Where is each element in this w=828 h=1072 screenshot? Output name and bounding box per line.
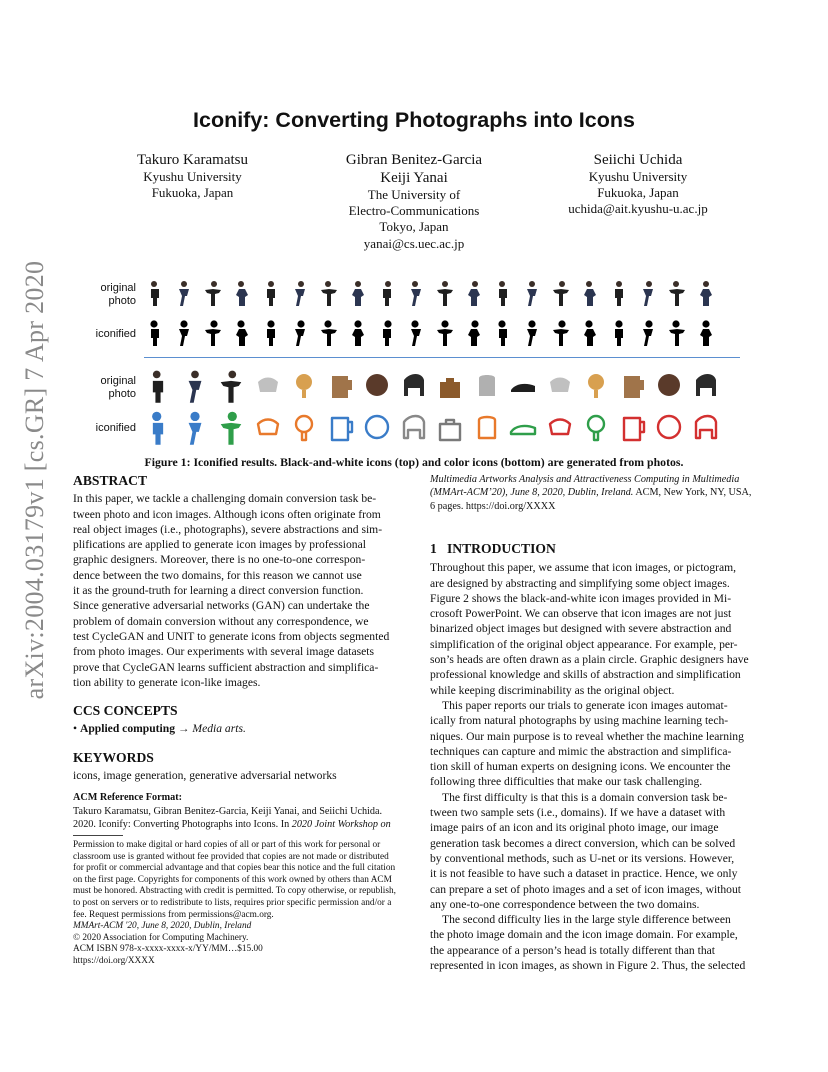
color-photo-thumbnail [505,366,542,406]
copyright-line: © 2020 Association for Computing Machinery. [73,932,249,943]
bw-photo-thumbnail [459,278,488,308]
figure-caption: Figure 1: Iconified results. Black-and-white icons (top) and color icons (bottom) are generated from photos. [144,455,684,469]
author-affiliation: The University of [367,187,461,202]
text-line: crosoft PowerPoint. We can observe that icon images are not just [430,607,732,621]
permission-text [73,840,403,921]
acm-reference [73,791,401,831]
text-line: ically from natural photographs by using machine learning tech- [430,714,729,728]
author-email[interactable]: yanai@cs.uec.ac.jp [363,235,465,251]
section-title: INTRODUCTION [447,541,556,556]
bw-photo-thumbnail [604,278,633,308]
bw-icon-thumbnail [546,318,575,348]
bw-icon-thumbnail [314,318,343,348]
color-icon-thumbnail [651,408,688,448]
arrow-icon: → [177,722,190,736]
bw-photo-thumbnail [488,278,517,308]
bw-photo-thumbnail [633,278,662,308]
bw-icon-thumbnail [488,318,517,348]
bw-icon-thumbnail [575,318,604,348]
color-photo-thumbnail [213,366,250,406]
bw-icon-thumbnail [430,318,459,348]
author-email[interactable]: uchida@ait.kyushu-u.ac.jp [568,201,708,217]
text-line: the photo image domain and the icon image domain. For example, [430,928,738,942]
intro-paragraph-4 [430,912,756,973]
text-line: Since generative adversarial networks (GAN) can undertake the [73,599,370,613]
text-line: the appearance of a person’s head is totally different than that [430,943,716,957]
row-label-original-photo-color: original photo [100,375,136,400]
author-block-1 [110,151,275,201]
bw-icon-thumbnail [372,318,401,348]
author-affiliation: Electro-Communications [348,203,480,219]
ccs-term: Applied computing [79,722,175,736]
bw-photo-thumbnail [401,278,430,308]
acm-ref-line: 6 pages. https://doi.org/XXXX [430,500,556,512]
color-photo-thumbnail [359,366,396,406]
arxiv-stamp-text: arXiv:2004.03179v1 [cs.GR] 7 Apr 2020 [20,260,49,700]
bw-icon-thumbnail [256,318,285,348]
text-line: classroom use is granted without fee provided that copies are not made or distributed [73,851,389,862]
left-column [73,473,401,832]
color-icon-thumbnail [688,408,725,448]
color-photo-thumbnail [250,366,287,406]
arxiv-stamp [10,260,60,700]
acm-ref-heading: ACM Reference Format: [73,792,182,804]
intro-paragraph-2 [430,698,756,790]
color-icon-thumbnail [286,408,323,448]
author-name: Takuro Karamatsu [137,152,248,168]
row-label-iconified-bw: iconified [95,328,136,340]
keywords-heading: KEYWORDS [73,749,154,765]
color-icon-row [140,408,724,448]
text-line: niques. Our main purpose is to reveal whether the machine learning [430,729,744,743]
text-line: must be honored. Abstracting with credit is permitted. To copy otherwise, or republish, [73,886,396,897]
color-icon-thumbnail [469,408,506,448]
author-name: Keiji Yanai [380,170,448,186]
text-line: The second difficulty lies in the large style difference between [442,913,731,927]
intro-paragraph-3 [430,790,756,912]
color-photo-thumbnail [469,366,506,406]
text-line: by conventional methods, such as U-net or its versions. However, [430,851,735,865]
color-photo-thumbnail [615,366,652,406]
color-photo-row [140,366,724,406]
text-line: This paper reports our trials to generate icon images automat- [442,698,728,712]
text-line: tween photo and icon images. Although icons often originate from [73,507,381,521]
text-line: image pairs of an icon and its original photo image, our image [430,821,719,835]
color-icon-thumbnail [578,408,615,448]
text-line: for profit or commercial advantage and that copies bear this notice and the full citation [73,863,396,874]
color-icon-thumbnail [542,408,579,448]
text-line: dence between the two domains, for this reason we cannot use [73,568,362,582]
color-icon-thumbnail [615,408,652,448]
ccs-item [73,721,401,736]
ccs-subterm: Media arts. [192,722,246,736]
bw-photo-thumbnail [140,278,169,308]
color-photo-thumbnail [140,366,177,406]
color-photo-thumbnail [432,366,469,406]
bw-icon-thumbnail [604,318,633,348]
color-photo-thumbnail [542,366,579,406]
color-icon-thumbnail [140,408,177,448]
bw-photo-thumbnail [169,278,198,308]
bw-icon-thumbnail [169,318,198,348]
bw-photo-row [140,278,720,308]
figure-1 [84,270,740,442]
bw-icon-thumbnail [198,318,227,348]
text-line: plifications are applied to generate icon images by professional [73,538,366,552]
bw-icon-thumbnail [401,318,430,348]
text-line: generation task becomes a direct conversion, which can be solved [430,836,736,850]
bw-icon-thumbnail [662,318,691,348]
color-icon-thumbnail [213,408,250,448]
acm-ref-continued [430,473,756,513]
bw-photo-thumbnail [256,278,285,308]
color-photo-thumbnail [286,366,323,406]
acm-ref-line: Multimedia Artworks Analysis and Attractiveness Computing in Multimedia [430,474,740,485]
author-affiliation: Kyushu University [588,169,688,184]
right-column [430,541,756,973]
text-line: The first difficulty is that this is a domain conversion task be- [442,790,728,804]
row-label-iconified-color: iconified [95,422,136,434]
color-photo-thumbnail [323,366,360,406]
color-photo-thumbnail [578,366,615,406]
color-icon-thumbnail [177,408,214,448]
acm-ref-line: Takuro Karamatsu, Gibran Benitez-Garcia, Keiji Yanai, and Seiichi Uchida. [73,805,383,817]
color-photo-thumbnail [396,366,433,406]
doi-link[interactable]: https://doi.org/XXXX [73,955,155,966]
color-icon-thumbnail [250,408,287,448]
bw-icon-thumbnail [285,318,314,348]
text-line: from photo images. Our experiments with several image datasets [73,645,375,659]
bw-photo-thumbnail [372,278,401,308]
bw-photo-thumbnail [198,278,227,308]
bw-photo-thumbnail [662,278,691,308]
text-line: techniques can capture and mimic the abstraction and simplifica- [430,744,732,758]
color-icon-thumbnail [323,408,360,448]
text-line: to post on servers or to redistribute to lists, requires prior specific permission and/or a [73,897,392,908]
color-icon-thumbnail [359,408,396,448]
permission-block [73,840,403,968]
figure-divider [144,357,740,358]
text-line: professional knowledge and skills of abstraction and simplification [430,668,741,682]
bw-icon-thumbnail [140,318,169,348]
color-photo-thumbnail [651,366,688,406]
bw-icon-thumbnail [691,318,720,348]
author-location: Fukuoka, Japan [597,185,679,201]
acm-ref-line: 2020. Iconify: Converting Photographs into Icons. In 2020 Joint Workshop on [73,819,391,831]
color-photo-thumbnail [688,366,725,406]
bw-photo-thumbnail [227,278,256,308]
text-line: simplification of the original object appearance. For example, per- [430,637,738,651]
text-line: Throughout this paper, we assume that icon images, or pictogram, [430,561,737,575]
bw-icon-thumbnail [633,318,662,348]
text-line: represented in icon images, as shown in Figure 2. Thus, the selected [430,959,746,973]
text-line: binarized object images but designed with severe abstraction and [430,622,732,636]
text-line: it as the ground-truth for learning a direct conversion function. [73,584,364,598]
section-number: 1 [430,541,437,556]
bw-icon-thumbnail [517,318,546,348]
acm-ref-line: (MMArt-ACM’20), June 8, 2020, Dublin, Ireland. ACM, New York, NY, USA, [430,487,752,499]
paper-title: Iconify: Converting Photographs into Icons [193,108,635,132]
bw-icon-thumbnail [343,318,372,348]
ccs-heading: CCS CONCEPTS [73,703,178,719]
intro-heading [430,541,756,556]
text-line: can prepare a set of photo images and a set of icon images, without [430,882,741,896]
color-photo-thumbnail [177,366,214,406]
bw-photo-thumbnail [517,278,546,308]
author-affiliation: Kyushu University [143,169,242,184]
text-line: Permission to make digital or hard copies of all or part of this work for personal or [73,840,381,850]
text-line: tion skill of human experts on designing icons. We encounter the [430,760,731,774]
text-line: tion ability to generate icon-like images. [73,675,261,689]
abstract-body [73,491,401,690]
bw-photo-thumbnail [575,278,604,308]
bw-photo-thumbnail [430,278,459,308]
text-line: while keeping discriminability as the original object. [430,683,675,697]
color-icon-thumbnail [505,408,542,448]
text-line: tween two sample sets (i.e., domains). If we have a dataset with [430,806,726,820]
text-line: test CycleGAN and UNIT to generate icons from objects segmented [73,629,390,643]
color-icon-thumbnail [432,408,469,448]
text-line: it is not feasible to have such a dataset in practice. Hence, we only [430,867,738,881]
bw-photo-thumbnail [546,278,575,308]
bw-photo-thumbnail [285,278,314,308]
bw-photo-thumbnail [691,278,720,308]
text-line: Figure 2 shows the black-and-white icon images provided in Mi- [430,591,732,605]
author-block-2 [318,151,510,252]
text-line: problem of domain conversion without any correspondence, we [73,614,369,628]
author-name: Gibran Benitez-Garcia [345,152,483,168]
row-label-original-photo-bw: original photo [100,282,136,307]
bw-photo-thumbnail [314,278,343,308]
footnote-rule [73,835,123,836]
bw-icon-thumbnail [459,318,488,348]
bw-icon-row [140,318,720,348]
keywords-text: icons, image generation, generative adversarial networks [73,769,337,783]
text-line: son’s heads are often drawn as a plain circle. Graphic designers have [430,653,749,667]
bw-icon-thumbnail [227,318,256,348]
color-icon-thumbnail [396,408,433,448]
abstract-heading: ABSTRACT [73,473,148,488]
text-line: on the first page. Copyrights for components of this work owned by others than ACM [73,874,392,885]
bw-photo-thumbnail [343,278,372,308]
author-name: Seiichi Uchida [593,152,683,168]
text-line: fee. Request permissions from permissions@acm.org. [73,909,274,920]
isbn-line: ACM ISBN 978-x-xxxx-xxxx-x/YY/MM…$15.00 [73,944,263,955]
text-line: any one-to-one correspondence between the two domains. [430,897,700,911]
venue-line: MMArt-ACM '20, June 8, 2020, Dublin, Ireland [73,921,252,932]
text-line: In this paper, we tackle a challenging domain conversion task be- [73,492,377,506]
bullet: • [73,722,78,736]
author-location: Fukuoka, Japan [151,185,234,201]
intro-paragraph-1 [430,560,756,698]
text-line: prove that CycleGAN learns sufficient abstraction and simplifica- [73,660,379,674]
text-line: following three difficulties that make our task challenging. [430,775,703,789]
author-location: Tokyo, Japan [379,219,449,235]
text-line: real object images (i.e., photographs), severe abstractions and sim- [73,522,383,536]
author-block-3 [552,151,724,218]
text-line: graphic designers. Moreover, there is no one-to-one correspon- [73,553,366,567]
text-line: are designed by abstracting and simplifying some object images. [430,576,730,590]
